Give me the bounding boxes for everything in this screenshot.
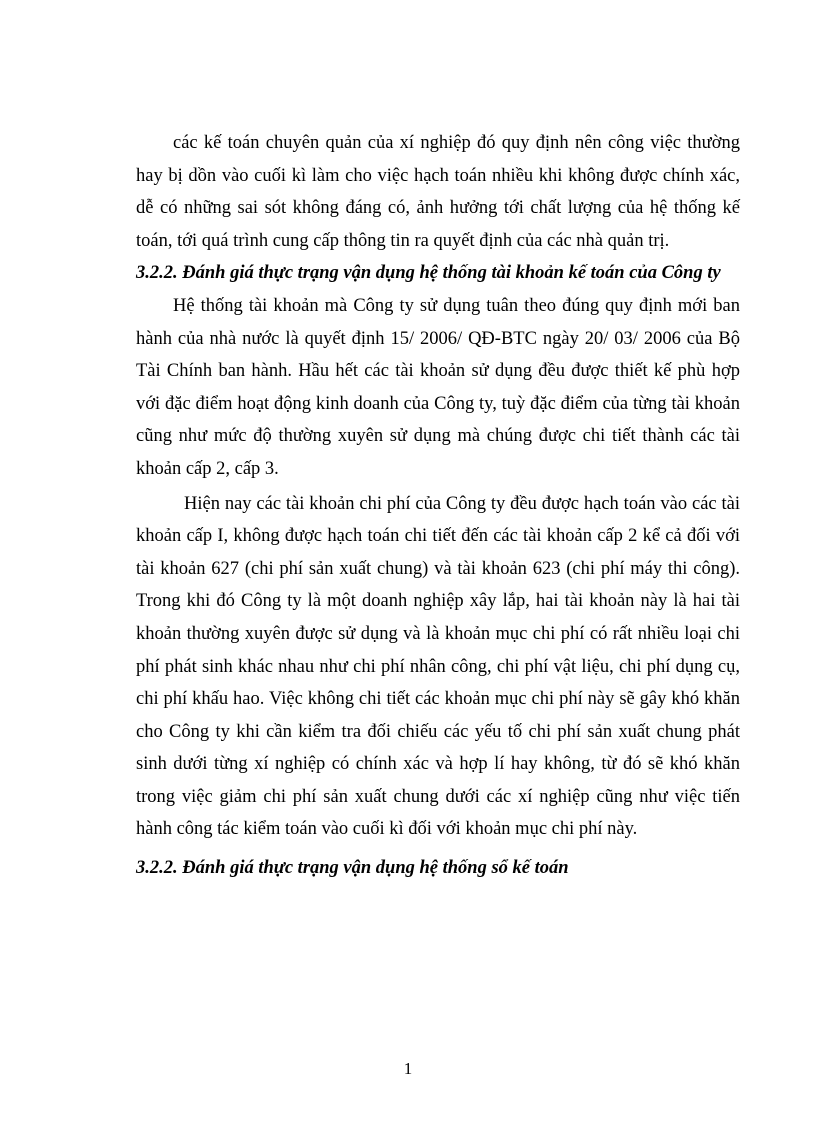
section-heading-ledger-system: 3.2.2. Đánh giá thực trạng vận dụng hệ thống sổ kế toán: [136, 858, 569, 879]
paragraph-accounting-workload: các kế toán chuyên quản của xí nghiệp đó quy định nên công việc thường hay bị dồn vào cuối kì làm cho việc hạch toán nhiều khi không được chính xác, dễ có những sai sót không đáng có, ảnh hưởng tới chất lượng của hệ thống kế toán, tới quá trình cung cấp thông tin ra quyết định của các nhà quản trị.: [136, 133, 740, 251]
document-body: [136, 127, 740, 885]
paragraph-account-system: Hệ thống tài khoản mà Công ty sử dụng tuân theo đúng quy định mới ban hành của nhà nước là quyết định 15/ 2006/ QĐ-BTC ngày 20/ 03/ 2006 của Bộ Tài Chính ban hành. Hầu hết các tài khoản sử dụng đều được thiết kế phù hợp với đặc điểm hoạt động kinh doanh của Công ty, tuỳ đặc điểm của từng tài khoản cũng như mức độ thường xuyên sử dụng mà chúng được chi tiết thành các tài khoản cấp 2, cấp 3.: [136, 295, 740, 479]
page-number: 1: [403, 1059, 413, 1078]
section-heading-account-system: 3.2.2. Đánh giá thực trạng vận dụng hệ thống tài khoản kế toán của Công ty: [136, 263, 721, 284]
paragraph-cost-accounts: Hiện nay các tài khoản chi phí của Công ty đều được hạch toán vào các tài khoản cấp I, không được hạch toán chi tiết đến các tài khoản cấp 2 kể cả đối với tài khoản 627 (chi phí sản xuất chung) và tài khoản 623 (chi phí máy thi công). Trong khi đó Công ty là một doanh nghiệp xây lắp, hai tài khoản này là hai tài khoản thường xuyên được sử dụng và là khoản mục chi phí có rất nhiều loại chi phí phát sinh khác nhau như chi phí nhân công, chi phí vật liệu, chi phí dụng cụ, chi phí khấu hao. Việc không chi tiết các khoản mục chi phí này sẽ gây khó khăn cho Công ty khi cần kiểm tra đối chiếu các yếu tố chi phí sản xuất chung phát sinh dưới từng xí nghiệp có chính xác và hợp lí hay không, từ đó sẽ khó khăn trong việc giảm chi phí sản xuất chung dưới các xí nghiệp cũng như việc tiến hành công tác kiểm toán vào cuối kì đối với khoản mục chi phí này.: [136, 493, 740, 840]
